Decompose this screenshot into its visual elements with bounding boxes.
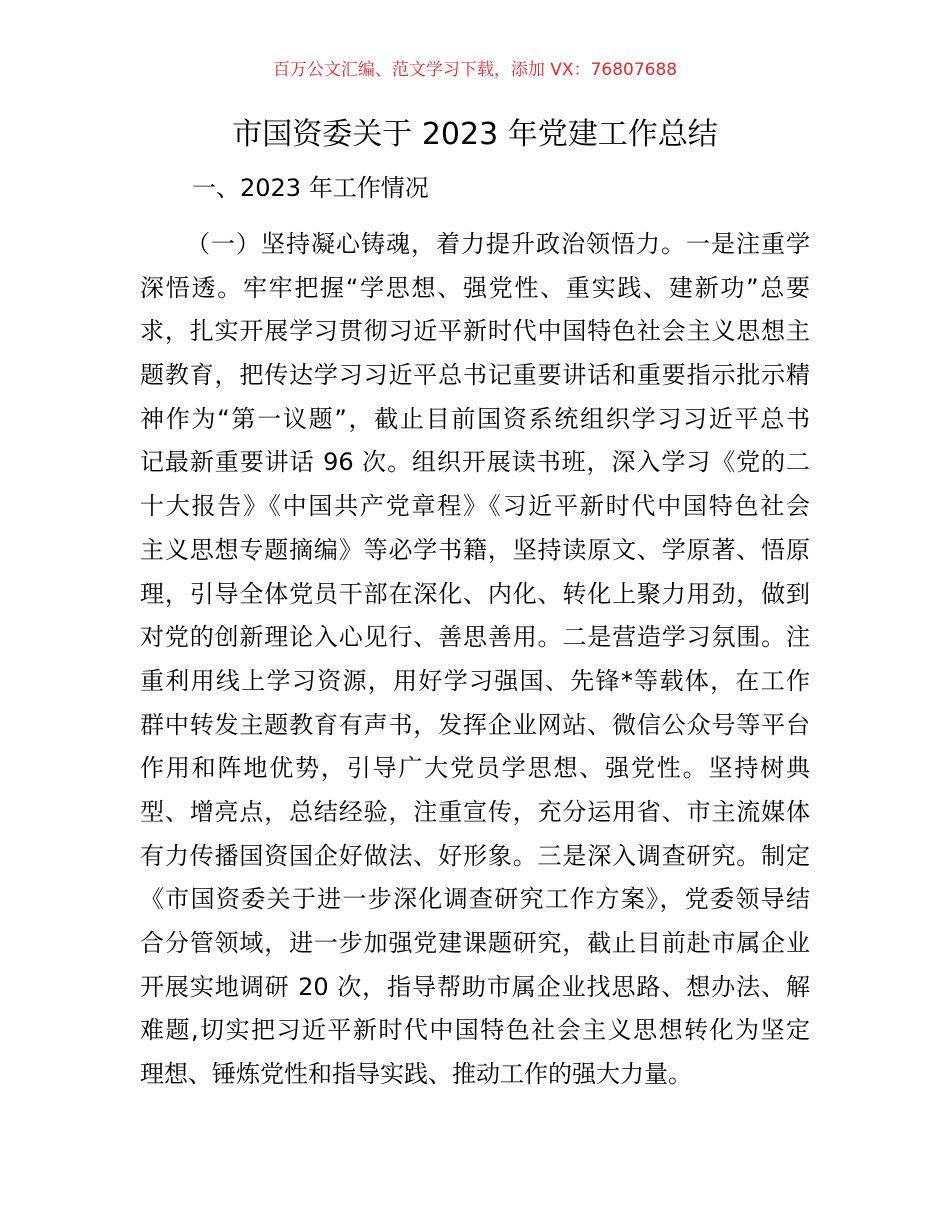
paragraph-line: 有力传播国资国企好做法、好形象。三是深入调查研究。制定 bbox=[140, 841, 810, 870]
paragraph-line: 重利用线上学习资源，用好学习强国、先锋*等载体，在工作 bbox=[140, 666, 810, 695]
paragraph-line: 群中转发主题教育有声书，发挥企业网站、微信公众号等平台 bbox=[140, 710, 810, 739]
paragraph-line: 十大报告》《中国共产党章程》《习近平新时代中国特色社会 bbox=[140, 492, 810, 521]
paragraph-line: 主义思想专题摘编》等必学书籍，坚持读原文、学原著、悟原 bbox=[140, 535, 810, 564]
paragraph-line: 神作为“第一议题”，截止目前国资系统组织学习习近平总书 bbox=[140, 404, 810, 433]
paragraph-line: 合分管领域，进一步加强党建课题研究，截止目前赴市属企业 bbox=[140, 929, 810, 957]
paragraph-line: （一）坚持凝心铸魂，着力提升政治领悟力。一是注重学 bbox=[186, 230, 810, 258]
paragraph-line: 型、增亮点，总结经验，注重宣传，充分运用省、市主流媒体 bbox=[140, 797, 810, 826]
paragraph-line: 理，引导全体党员干部在深化、内化、转化上聚力用劲，做到 bbox=[140, 579, 810, 608]
section-heading: 一、2023 年工作情况 bbox=[192, 174, 429, 202]
document-title: 市国资委关于 2023 年党建工作总结 bbox=[232, 117, 718, 152]
paragraph-line: 开展实地调研 20 次，指导帮助市属企业找思路、想办法、解 bbox=[140, 972, 810, 1001]
paragraph-line: 求，扎实开展学习贯彻习近平新时代中国特色社会主义思想主 bbox=[140, 317, 810, 346]
paragraph-line: 难题,切实把习近平新时代中国特色社会主义思想转化为坚定 bbox=[140, 1016, 810, 1045]
paragraph-line: 深悟透。牢牢把握“学思想、强党性、重实践、建新功”总要 bbox=[140, 273, 810, 302]
paragraph-line: 理想、锤炼党性和指导实践、推动工作的强大力量。 bbox=[140, 1060, 692, 1089]
paragraph-line: 记最新重要讲话 96 次。组织开展读书班，深入学习《党的二 bbox=[140, 448, 810, 477]
paragraph-line: 《市国资委关于进一步深化调查研究工作方案》，党委领导结 bbox=[140, 885, 810, 914]
paragraph-line: 对党的创新理论入心见行、善思善用。二是营造学习氛围。注 bbox=[140, 623, 810, 652]
paragraph-body bbox=[140, 223, 810, 1097]
paragraph-line: 作用和阵地优势，引导广大党员学思想、强党性。坚持树典 bbox=[140, 754, 810, 783]
paragraph-line: 题教育，把传达学习习近平总书记重要讲话和重要指示批示精 bbox=[140, 361, 810, 390]
watermark-header: 百万公文汇编、范文学习下载，添加 VX：76807688 bbox=[272, 60, 678, 80]
